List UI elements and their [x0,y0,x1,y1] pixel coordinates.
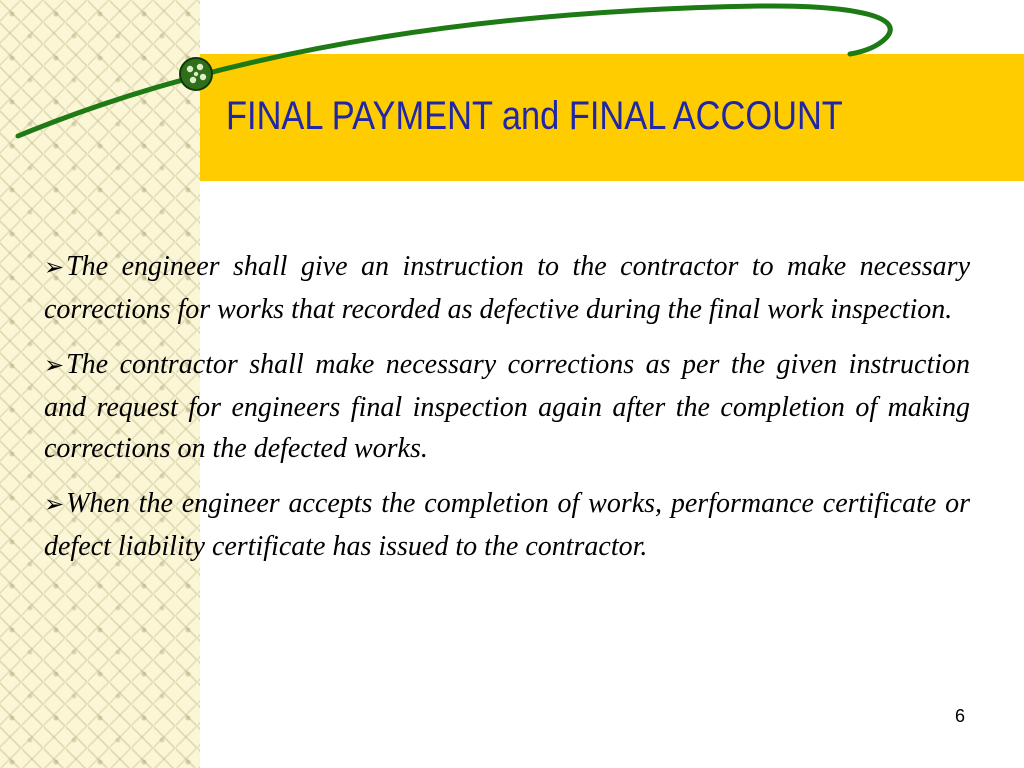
bullet-text: When the engineer accepts the completion of works, performance certificate or defect liability certificate has issued to the contractor. [44,488,970,562]
arrow-bullet-icon: ➢ [44,492,65,518]
bullet-text: The engineer shall give an instruction to the contractor to make necessary corrections for works that recorded as defective during the final work inspection. [44,251,970,325]
page-number: 6 [954,706,965,726]
bullet-item [44,246,970,330]
slide-title: FINAL PAYMENT and FINAL ACCOUNT [226,94,843,138]
bullet-item [44,483,970,567]
globe-icon [180,58,212,90]
arrow-bullet-icon: ➢ [44,255,65,281]
bullet-item [44,344,970,469]
arrow-bullet-icon: ➢ [44,353,65,379]
bullet-text: The contractor shall make necessary corrections as per the given instruction and request for engineers final inspection again after the completion of making corrections on the defected works. [44,349,970,464]
bullet-list [44,246,970,581]
